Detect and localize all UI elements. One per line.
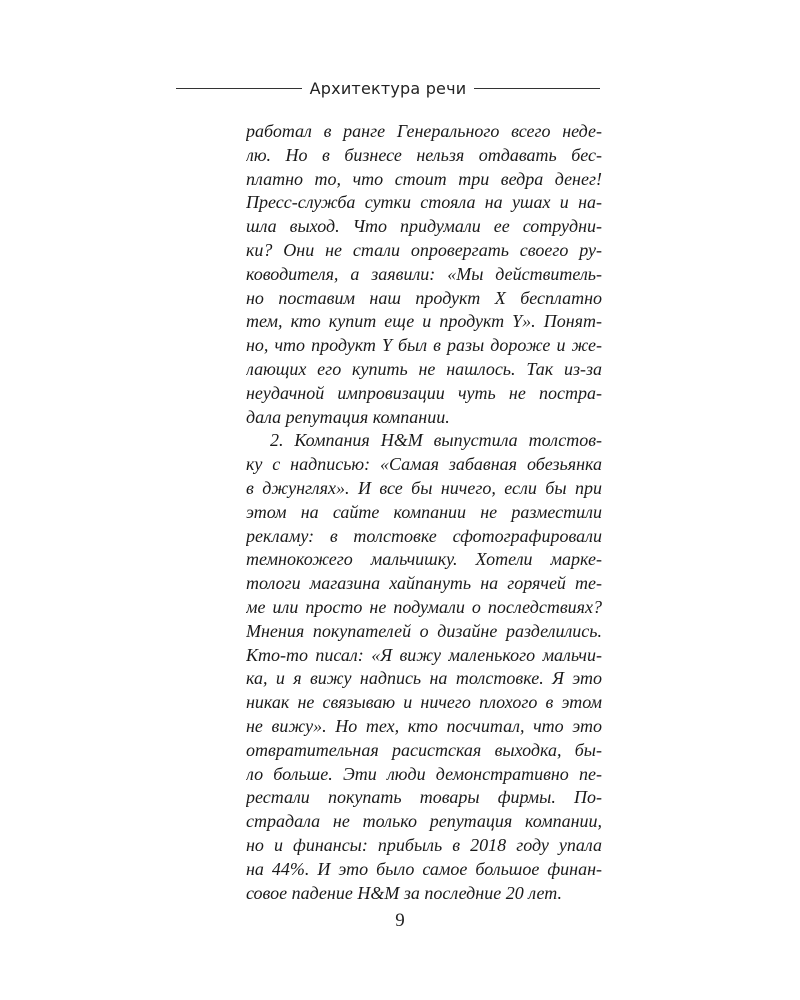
- text-line: никак не связываю и ничего плохого в этом: [246, 692, 602, 713]
- text-line: платно то, что стоит три ведра денег!: [246, 168, 602, 189]
- text-line: страдала не только репутация компании,: [246, 811, 602, 832]
- text-line: рекламу: в толстовке сфотографировали: [246, 525, 602, 546]
- text-line: тологи магазина хайпануть на горячей те-: [246, 573, 602, 594]
- text-line: этом на сайте компании не разместили: [246, 501, 602, 522]
- text-line: лающих его купить не нашлось. Так из-за: [246, 358, 602, 379]
- text-line: но поставим наш продукт X бесплатно: [246, 287, 602, 308]
- text-line: Пресс-служба сутки стояла на ушах и на-: [246, 192, 602, 213]
- text-line: в джунглях». И все бы ничего, если бы при: [246, 477, 602, 498]
- text-line: неудачной импровизации чуть не постра-: [246, 382, 602, 403]
- header-rule-left: [176, 88, 302, 89]
- running-header: [176, 76, 600, 100]
- text-line: ки? Они не стали опровергать своего ру-: [246, 239, 602, 260]
- text-line: на 44%. И это было самое большое финан-: [246, 858, 602, 879]
- text-line: ме или просто не подумали о последствиях?: [246, 596, 602, 617]
- text-line: лю. Но в бизнесе нельзя отдавать бес-: [246, 144, 602, 165]
- text-line: ло больше. Эти люди демонстративно пе-: [246, 763, 602, 784]
- text-line: дала репутация компании.: [246, 406, 450, 427]
- text-line: работал в ранге Генерального всего неде-: [246, 121, 602, 141]
- text-line: но и финансы: прибыль в 2018 году упала: [246, 834, 602, 855]
- text-line: рестали покупать товары фирмы. По-: [246, 787, 602, 808]
- text-line: ку с надписью: «Самая забавная обезьянка: [246, 454, 602, 475]
- text-line: отвратительная расистская выходка, бы-: [246, 739, 602, 760]
- text-line: шла выход. Что придумали ее сотрудни-: [246, 216, 602, 237]
- text-line: тем, кто купит еще и продукт Y». Понят-: [246, 311, 602, 332]
- text-line: совое падение H&M за последние 20 лет.: [246, 882, 562, 903]
- text-line: Кто-то писал: «Я вижу маленького мальчи-: [246, 644, 602, 665]
- text-line: не вижу». Но тех, кто посчитал, что это: [246, 715, 602, 736]
- header-rule-right: [474, 88, 600, 89]
- text-line: ка, и я вижу надпись на толстовке. Я это: [246, 668, 602, 689]
- page-number: 9: [395, 910, 405, 931]
- text-line: ководителя, а заявили: «Мы действитель-: [246, 263, 602, 284]
- text-line: темнокожего мальчишку. Хотели марке-: [246, 549, 602, 570]
- running-header-title: Архитектура речи: [309, 78, 467, 98]
- body-text: [246, 120, 602, 905]
- text-line: Мнения покупателей о дизайне разделились.: [246, 620, 602, 641]
- text-line: 2. Компания H&M выпустила толстов-: [270, 430, 602, 451]
- text-line: но, что продукт Y был в разы дороже и же-: [246, 335, 602, 356]
